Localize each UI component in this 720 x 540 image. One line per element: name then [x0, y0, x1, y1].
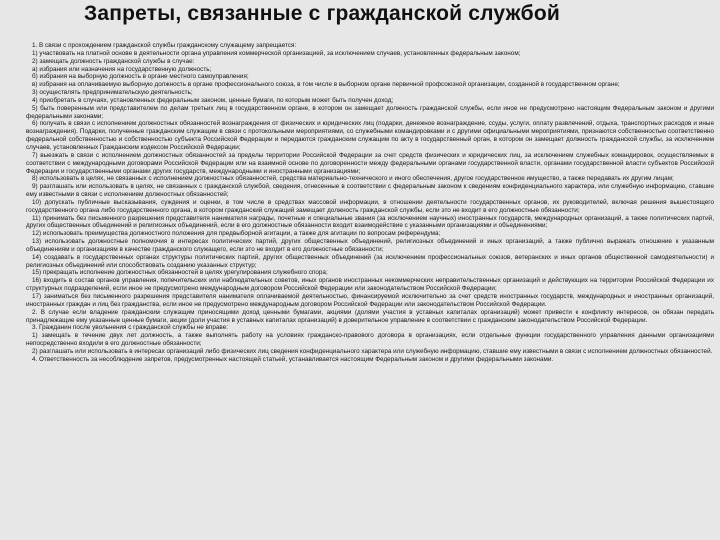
paragraph: 12) использовать преимущества должностного положения для предвыборной агитации, а также для агитации по вопросам референдума;: [32, 230, 441, 238]
paragraph: 1) участвовать на платной основе в деятельности органа управления коммерческой организацией, за исключением случаев, установленных федеральным законом;: [32, 49, 521, 57]
paragraph: 8) использовать в целях, не связанных с исполнением должностных обязанностей, средства материально-технического и иного обеспечения, другое государственное имущество, а также передавать их другим лицам;: [32, 175, 674, 183]
paragraph: 6) получать в связи с исполнением должностных обязанностей вознаграждения от физических и юридических лиц (подарки, денежное вознаграждение, ссуды, услуги, оплату развлечений, отдыха, транспортных расходов и иные вознаграждения). Подарки, полученные гражданским служащим в связи с протокольными мероприятиями, со служебными командировками и с другими официальными мероприятиями, признаются собственностью соответственно федеральной собственностью и собственностью субъекта Российской Федерации и передаются гражданским служащим по акту в государственный орган, в котором он замещает должность гражданской службы, за исключением случаев, установленных Гражданским кодексом Российской Федерации;: [26, 120, 714, 151]
paragraph: 2) разглашать или использовать в интересах организаций либо физических лиц сведения конфиденциального характера или служебную информацию, ставшие ему известными в связи с исполнением должностных обязанностей.: [32, 347, 713, 355]
paragraph: 15) прекращать исполнение должностных обязанностей в целях урегулирования служебного спора;: [32, 269, 328, 277]
paragraph: 1) замещать в течение двух лет должность, а также выполнять работу на условиях гражданско-правового договора в организациях, если отдельные функции государственного управления данными организациями непосредственно входили в его должностные обязанности;: [26, 332, 714, 348]
paragraph: 17) заниматься без письменного разрешения представителя нанимателя оплачиваемой деятельностью, финансируемой исключительно за счет средств иностранных государств, международных и иностранных организаций, иностранных граждан и лиц без гражданства, если иное не предусмотрено международным договором Российской Федерации или законодательством Российской Федерации.: [26, 293, 714, 308]
paragraph: 5) быть поверенным или представителем по делам третьих лиц в государственном органе, в котором он замещает должность гражданской службы, если иное не предусмотрено настоящим Федеральным законом и другими федеральными законами;: [26, 104, 714, 120]
paragraph: б) избрания на выборную должность в органе местного самоуправления;: [32, 73, 249, 81]
paragraph: 11) принимать без письменного разрешения представителя нанимателя награды, почетные и специальные звания (за исключением научных) иностранных государств, международных организаций, а также политических партий, других общественных объединений и религиозных объединений, если в его должностные обязанности входит взаимодействие с указанными организациями и объединениями;: [26, 214, 714, 230]
paragraph: 7) выезжать в связи с исполнением должностных обязанностей за пределы территории Российской Федерации за счет средств физических и юридических лиц, за исключением служебных командировок, осуществляемых в соответствии с международными договорами Российской Федерации или на взаимной основе по договоренности между федеральными органами государственной власти, органами государственной власти субъектов Российской Федерации и государственными органами других государств, международными и иностранными организациями;: [26, 151, 714, 175]
paragraph: 1. В связи с прохождением гражданской службы гражданскому служащему запрещается:: [32, 42, 297, 49]
document-body: [26, 42, 714, 364]
paragraph: 10) допускать публичные высказывания, суждения и оценки, в том числе в средствах массовой информации, в отношении деятельности государственных органов, их руководителей, включая решения вышестоящего государственного органа либо государственного органа, в котором гражданский служащий замещает должность гражданской службы, если это не входит в его должностные обязанности;: [26, 198, 714, 214]
paragraph: 3. Гражданин после увольнения с гражданской службы не вправе:: [32, 324, 229, 332]
paragraph: 2) замещать должность гражданской службы в случае:: [32, 57, 195, 65]
paragraph: 3) осуществлять предпринимательскую деятельность;: [32, 89, 193, 97]
paragraph: 9) разглашать или использовать в целях, не связанных с гражданской службой, сведения, отнесенные в соответствии с федеральным законом к сведениям конфиденциального характера, или служебную информацию, ставшие ему известными в связи с исполнением должностных обязанностей;: [26, 183, 714, 199]
paragraph: 2. В случае если владение гражданским служащим приносящими доход ценными бумагами, акциями (долями участия в уставных капиталах организаций) может привести к конфликту интересов, он обязан передать принадлежащие ему указанные ценные бумаги, акции (доли участия в уставных капиталах организаций) в доверительное управление в соответствии с гражданским законодательством Российской Федерации.: [26, 308, 714, 324]
paragraph: а) избрания или назначения на государственную должность;: [32, 65, 212, 73]
paragraph: 16) входить в состав органов управления, попечительских или наблюдательных советов, иных органов иностранных некоммерческих неправительственных организаций и действующих на территории Российской Федерации их структурных подразделений, если иное не предусмотрено международным договором Российской Федерации или законодательством Российской Федерации;: [26, 277, 714, 293]
paragraph: 4) приобретать в случаях, установленных федеральным законом, ценные бумаги, по которым может быть получен доход;: [32, 96, 394, 104]
paragraph: 13) использовать должностные полномочия в интересах политических партий, других общественных объединений, религиозных объединений и иных организаций, а также публично выражать отношение к указанным объединениям и организациям в качестве гражданского служащего, если это не входит в его должностные обязанности;: [26, 238, 714, 253]
paragraph: 14) создавать в государственных органах структуры политических партий, других общественных объединений (за исключением профессиональных союзов, ветеранских и иных органов общественной самодеятельности) и религиозных объединений или способствовать созданию указанных структур;: [26, 253, 714, 269]
paragraph: в) избрания на оплачиваемую выборную должность в органе профессионального союза, в том числе в выборном органе первичной профсоюзной организации, созданной в государственном органе;: [32, 81, 620, 89]
paragraph: 4. Ответственность за несоблюдение запретов, предусмотренных настоящей статьей, устанавливается настоящим Федеральным законом и другими федеральными законами.: [32, 355, 554, 363]
page-title: Запреты, связанные с гражданской службой: [84, 2, 560, 25]
